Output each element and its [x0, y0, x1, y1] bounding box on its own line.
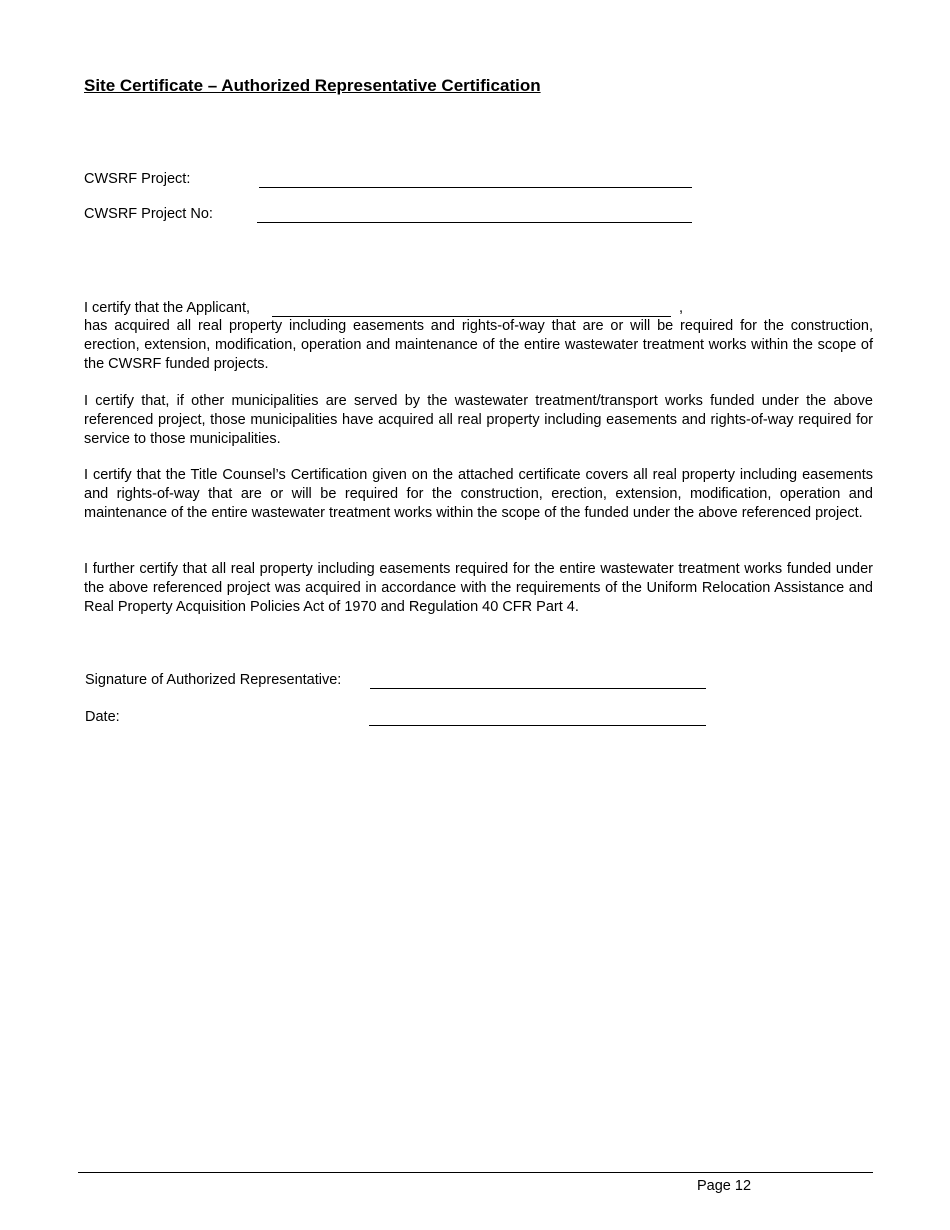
certification-paragraph-4: I further certify that all real property including easements required for the entire wastewater treatment works funded under the above referenced project was acquired in accordance with the requirements of the Uniform Relocation Assistance and Real Property Acquisition Policies Act of 1970 and Regulation 40 CFR Part 4.	[84, 561, 873, 615]
cwsrf-project-no-blank[interactable]	[257, 222, 692, 223]
page-number: Page 12	[697, 1178, 752, 1194]
cwsrf-project-label: CWSRF Project:	[84, 171, 191, 187]
cwsrf-project-blank[interactable]	[259, 187, 692, 188]
footer-divider	[78, 1172, 873, 1173]
date-label: Date:	[85, 709, 120, 725]
applicant-comma: ,	[679, 300, 684, 316]
signature-label: Signature of Authorized Representative:	[85, 672, 342, 688]
signature-blank[interactable]	[370, 688, 706, 689]
applicant-label: I certify that the Applicant,	[84, 300, 251, 316]
certification-paragraph-2: I certify that, if other municipalities are served by the wastewater treatment/transport works funded under the above referenced project, those municipalities have acquired all real property including easements and rights-of-way required for service to those municipalities.	[84, 393, 873, 447]
date-blank[interactable]	[369, 725, 706, 726]
certification-paragraph-3: I certify that the Title Counsel’s Certification given on the attached certificate covers all real property including easements and rights-of-way that are or will be required for the construction, erection, extension, modification, operation and maintenance of the entire wastewater treatment works within the scope of the funded under the above referenced project.	[84, 467, 873, 521]
page-title: Site Certificate – Authorized Representative Certification	[84, 76, 541, 95]
cwsrf-project-no-label: CWSRF Project No:	[84, 206, 213, 222]
certification-paragraph-1: has acquired all real property including easements and rights-of-way that are or will be required for the construction, erection, extension, modification, operation and maintenance of the entire wastewater treatment works within the scope of the CWSRF funded projects.	[84, 318, 873, 372]
